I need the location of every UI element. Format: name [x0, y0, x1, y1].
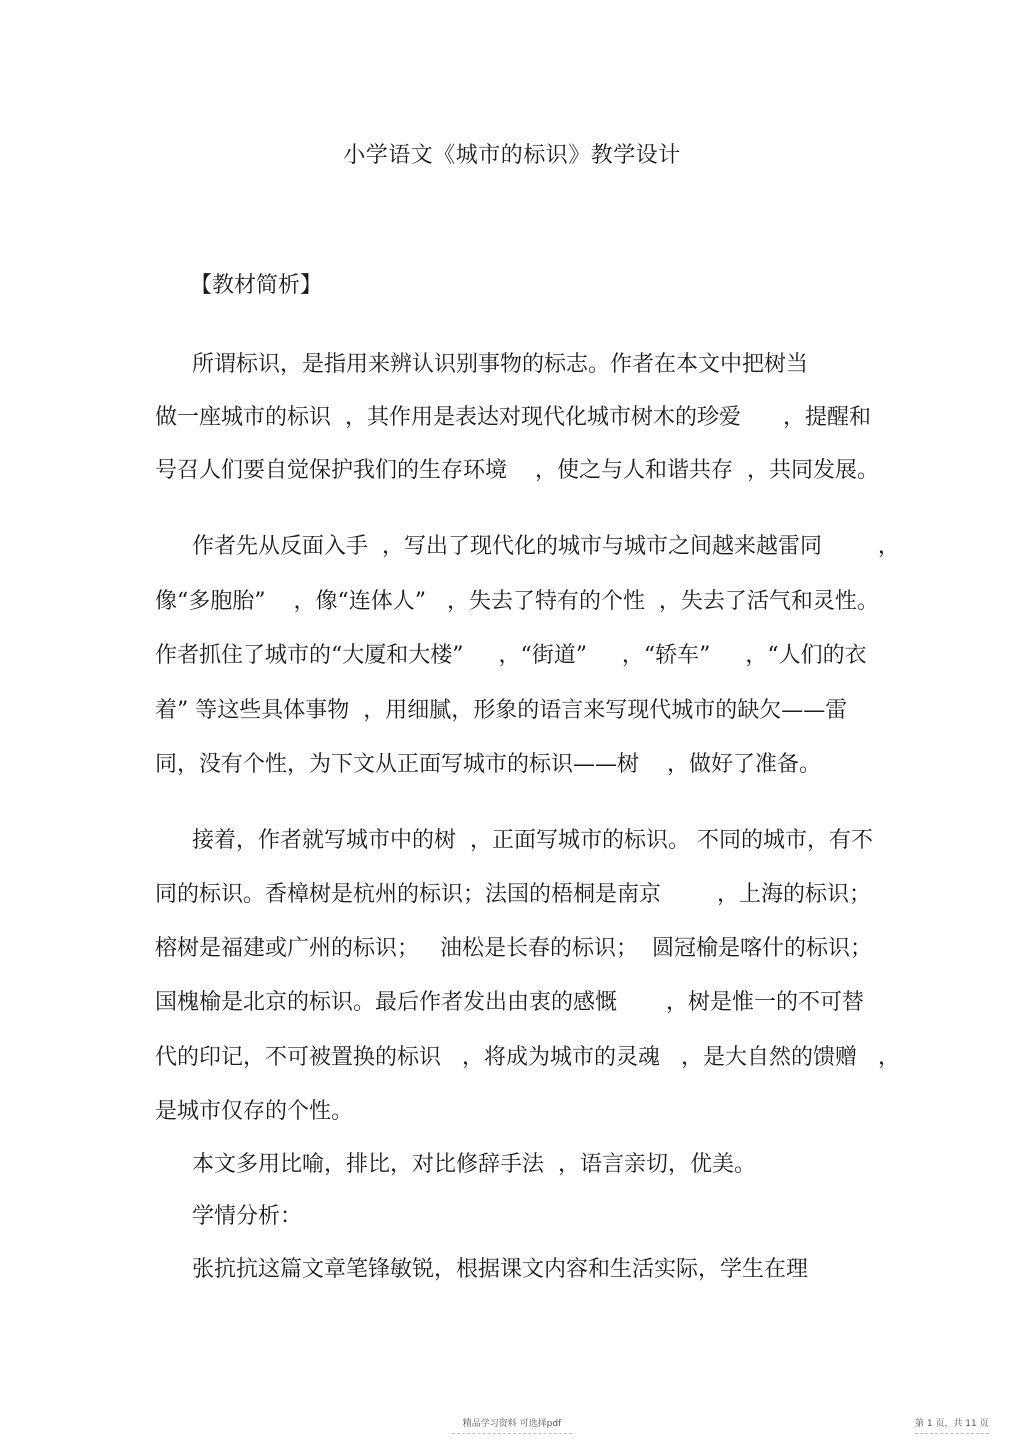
- section-heading: 【教材简析】: [190, 273, 323, 298]
- text-line: 所谓标识，是指用来辨认识别事物的标志。作者在本文中把树当: [192, 352, 809, 377]
- text-line: 学情分析：: [192, 1204, 303, 1229]
- text-line: 做一座城市的标识 ，其作用是表达对现代化城市树木的珍爱 ，提醒和: [155, 405, 871, 430]
- text-line: 着” 等这些具体事物 ，用细腻，形象的语言来写现代城市的缺欠——雷: [155, 698, 848, 723]
- text-line: 是城市仅存的个性。: [155, 1099, 354, 1124]
- text-line: 同的标识。香樟树是杭州的标识；法国的梧桐是南京 ，上海的标识；: [155, 882, 871, 907]
- text-line: 号召人们要自觉保护我们的生存环境 ，使之与人和谐共存 ，共同发展。: [155, 458, 879, 483]
- text-line: 同，没有个性，为下文从正面写城市的标识——树 ，做好了准备。: [155, 752, 821, 777]
- text-line: 国槐榆是北京的标识。最后作者发出由衷的感慨 ，树是惟一的不可替: [155, 990, 864, 1015]
- text-line: 作者抓住了城市的“大厦和大楼” ，“街道” ，“轿车” ，“人们的衣: [155, 643, 867, 668]
- text-line: 张抗抗这篇文章笔锋敏锐，根据课文内容和生活实际，学生在理: [192, 1257, 809, 1282]
- text-line: 榕树是福建或广州的标识； 油松是长春的标识； 圆冠榆是喀什的标识；: [155, 936, 872, 961]
- text-line: 像“多胞胎” ，像“连体人” ，失去了特有的个性 ，失去了活气和灵性。: [155, 589, 879, 614]
- text-line: 代的印记，不可被置换的标识 ，将成为城市的灵魂 ，是大自然的馈赠 ，: [155, 1045, 900, 1070]
- document-title: 小学语文《城市的标识》教学设计: [343, 143, 681, 168]
- footer-left-note: 精品学习资料 可选择pdf: [452, 1416, 572, 1434]
- page-number: 第 1 页，共 11 页: [915, 1416, 989, 1434]
- text-line: 本文多用比喻，排比，对比修辞手法 ，语言亲切，优美。: [192, 1152, 756, 1177]
- text-line: 作者先从反面入手 ，写出了现代化的城市与城市之间越来越雷同 ，: [192, 534, 900, 559]
- text-line: 接着，作者就写城市中的树 ，正面写城市的标识。 不同的城市，有不: [192, 828, 873, 853]
